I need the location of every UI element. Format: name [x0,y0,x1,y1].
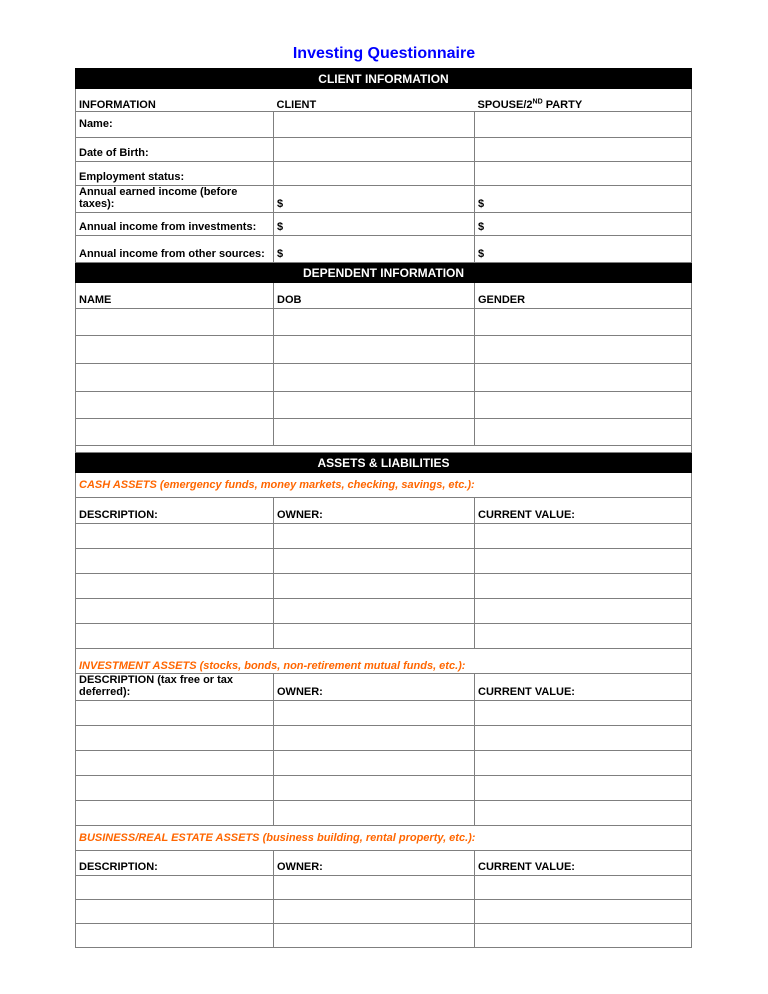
spacer-row [76,446,692,453]
client-earned-income-field[interactable]: $ [274,186,475,213]
cash-owner-field[interactable] [274,549,475,574]
investment-owner-field[interactable] [274,701,475,726]
dependent-row [76,419,692,446]
col-information-header: INFORMATION [76,89,274,112]
client-row-earned-income [76,186,692,213]
cash-asset-row [76,599,692,624]
assets-header: ASSETS & LIABILITIES [76,453,692,473]
investment-owner-field[interactable] [274,801,475,826]
dependent-dob-field[interactable] [274,364,475,392]
label-employment: Employment status: [76,162,274,186]
col-dob-header: DOB [274,283,475,309]
business-owner-field[interactable] [274,876,475,900]
investment-description-field[interactable] [76,776,274,801]
business-value-field[interactable] [475,924,692,948]
client-info-header: CLIENT INFORMATION [76,69,692,89]
cash-columns-row [76,498,692,524]
label-name: Name: [76,112,274,138]
dependent-name-field[interactable] [76,419,274,446]
spouse-dob-field[interactable] [475,138,692,162]
business-description-field[interactable] [76,876,274,900]
business-owner-field[interactable] [274,924,475,948]
col-spouse-header: SPOUSE/2ND PARTY [475,89,692,112]
investment-asset-row [76,776,692,801]
investment-asset-row [76,726,692,751]
business-asset-row [76,900,692,924]
business-description-field[interactable] [76,900,274,924]
dependent-dob-field[interactable] [274,392,475,419]
investment-value-field[interactable] [475,701,692,726]
investment-asset-row [76,751,692,776]
investment-col-description: DESCRIPTION (tax free or tax deferred): [76,674,274,701]
cash-description-field[interactable] [76,524,274,549]
cash-description-field[interactable] [76,599,274,624]
dependent-info-header-row [76,263,692,283]
cash-assets-title: CASH ASSETS (emergency funds, money markets, checking, savings, etc.): [76,473,692,498]
label-investment-income: Annual income from investments: [76,213,274,236]
cash-value-field[interactable] [475,549,692,574]
business-description-field[interactable] [76,924,274,948]
client-dob-field[interactable] [274,138,475,162]
business-value-field[interactable] [475,876,692,900]
client-investment-income-field[interactable]: $ [274,213,475,236]
business-value-field[interactable] [475,900,692,924]
business-assets-title-row [76,826,692,851]
spouse-other-income-field[interactable]: $ [475,236,692,263]
label-earned-income: Annual earned income (before taxes): [76,186,274,213]
business-asset-row [76,924,692,948]
client-info-columns-row [76,89,692,112]
business-assets-title: BUSINESS/REAL ESTATE ASSETS (business building, rental property, etc.): [76,826,692,851]
investment-assets-title: INVESTMENT ASSETS (stocks, bonds, non-retirement mutual funds, etc.): [76,649,692,674]
dependent-columns-row [76,283,692,309]
investment-value-field[interactable] [475,776,692,801]
spouse-name-field[interactable] [475,112,692,138]
client-row-dob [76,138,692,162]
investment-description-field[interactable] [76,701,274,726]
dependent-gender-field[interactable] [475,364,692,392]
business-asset-row [76,876,692,900]
client-row-investment-income [76,213,692,236]
client-employment-field[interactable] [274,162,475,186]
investment-value-field[interactable] [475,751,692,776]
investment-description-field[interactable] [76,726,274,751]
cash-value-field[interactable] [475,599,692,624]
dependent-info-header: DEPENDENT INFORMATION [76,263,692,283]
client-info-header-row [76,69,692,89]
client-other-income-field[interactable]: $ [274,236,475,263]
cash-asset-row [76,624,692,649]
cash-value-field[interactable] [475,524,692,549]
dependent-row [76,392,692,419]
questionnaire-form [75,68,691,948]
dependent-name-field[interactable] [76,364,274,392]
investment-asset-row [76,801,692,826]
page-title: Investing Questionnaire [292,45,476,62]
business-col-description: DESCRIPTION: [76,851,274,876]
cash-asset-row [76,549,692,574]
dependent-name-field[interactable] [76,392,274,419]
investment-col-owner: OWNER: [274,674,475,701]
spacer-cell [76,446,692,453]
dependent-name-field[interactable] [76,336,274,364]
questionnaire-table [75,68,692,948]
label-dob: Date of Birth: [76,138,274,162]
investment-asset-row [76,701,692,726]
investment-description-field[interactable] [76,801,274,826]
cash-owner-field[interactable] [274,624,475,649]
investment-columns-row [76,674,692,701]
cash-asset-row [76,524,692,549]
dependent-gender-field[interactable] [475,309,692,336]
dependent-row [76,364,692,392]
spouse-investment-income-field[interactable]: $ [475,213,692,236]
investment-value-field[interactable] [475,801,692,826]
business-col-value: CURRENT VALUE: [475,851,692,876]
cash-value-field[interactable] [475,624,692,649]
cash-description-field[interactable] [76,549,274,574]
investment-col-value: CURRENT VALUE: [475,674,692,701]
dependent-row [76,309,692,336]
dependent-row [76,336,692,364]
business-col-owner: OWNER: [274,851,475,876]
cash-col-owner: OWNER: [274,498,475,524]
cash-col-description: DESCRIPTION: [76,498,274,524]
cash-owner-field[interactable] [274,574,475,599]
spouse-earned-income-field[interactable]: $ [475,186,692,213]
cash-value-field[interactable] [475,574,692,599]
dependent-gender-field[interactable] [475,392,692,419]
client-name-field[interactable] [274,112,475,138]
col-gender-header: GENDER [475,283,692,309]
col-client-header: CLIENT [274,89,475,112]
investment-description-field[interactable] [76,751,274,776]
cash-owner-field[interactable] [274,599,475,624]
dependent-name-field[interactable] [76,309,274,336]
dependent-dob-field[interactable] [274,419,475,446]
cash-col-value: CURRENT VALUE: [475,498,692,524]
spouse-employment-field[interactable] [475,162,692,186]
business-owner-field[interactable] [274,900,475,924]
cash-description-field[interactable] [76,574,274,599]
client-row-other-income [76,236,692,263]
dependent-dob-field[interactable] [274,309,475,336]
label-other-income: Annual income from other sources: [76,236,274,263]
cash-assets-title-row [76,473,692,498]
dependent-dob-field[interactable] [274,336,475,364]
investment-value-field[interactable] [475,726,692,751]
investment-assets-title-row [76,649,692,674]
cash-owner-field[interactable] [274,524,475,549]
cash-description-field[interactable] [76,624,274,649]
dependent-gender-field[interactable] [475,419,692,446]
business-columns-row [76,851,692,876]
client-row-employment [76,162,692,186]
cash-asset-row [76,574,692,599]
dependent-gender-field[interactable] [475,336,692,364]
assets-header-row [76,453,692,473]
col-name-header: NAME [76,283,274,309]
client-row-name [76,112,692,138]
investment-owner-field[interactable] [274,726,475,751]
investment-owner-field[interactable] [274,776,475,801]
investment-owner-field[interactable] [274,751,475,776]
